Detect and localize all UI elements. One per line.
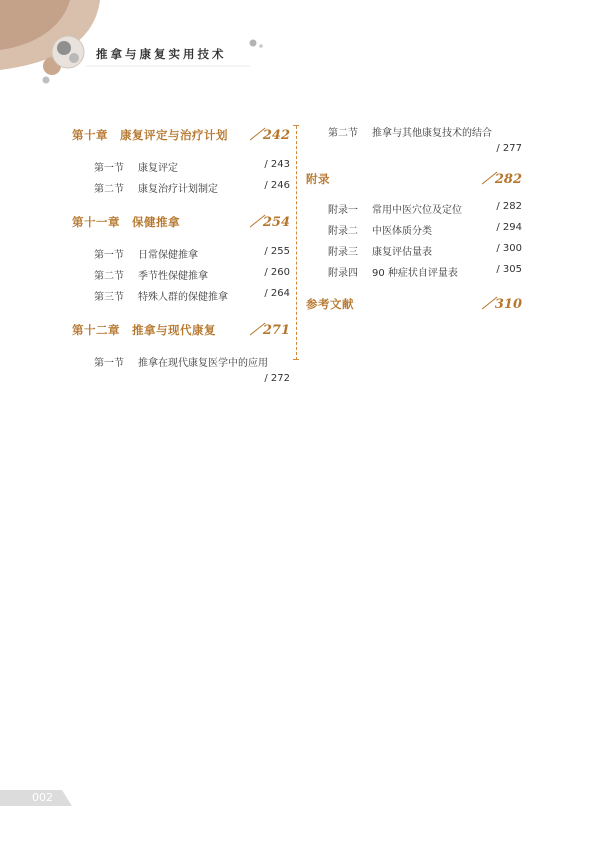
divider-cap-bottom [293, 359, 299, 360]
column-divider [296, 126, 297, 360]
divider-cap-top [293, 125, 299, 126]
toc-entry[interactable] [306, 222, 522, 237]
toc-entry[interactable] [72, 267, 290, 282]
toc-right-column [306, 124, 522, 312]
section-number: 附录三 [328, 247, 358, 258]
section-title: 推拿在现代康复医学中的应用 [138, 358, 268, 369]
chapter-heading[interactable] [72, 211, 290, 230]
toc-entry[interactable] [306, 243, 522, 258]
chapter-page: ／242 [249, 128, 290, 143]
section-page: / 294 [496, 222, 522, 233]
section-number: 第二节 [328, 128, 358, 139]
toc-entry[interactable] [306, 264, 522, 279]
section-page: / 260 [264, 267, 290, 278]
section-title: 日常保健推拿 [138, 250, 198, 261]
section-page: / 282 [496, 201, 522, 212]
section-title: 特殊人群的保健推拿 [138, 292, 228, 303]
chapter-11 [72, 211, 290, 303]
section-page: / 246 [264, 180, 290, 191]
chapter-title: 第十二章 推拿与现代康复 [72, 323, 216, 337]
toc-entry[interactable] [72, 180, 290, 195]
section-title: 康复评估量表 [372, 247, 432, 258]
toc-entry[interactable] [72, 246, 290, 261]
chapter-heading[interactable] [306, 293, 522, 312]
section-number: 第一节 [94, 163, 124, 174]
section-number: 第二节 [94, 184, 124, 195]
section-page: / 264 [264, 288, 290, 299]
chapter-title: 附录 [306, 172, 330, 186]
section-page: / 243 [264, 159, 290, 170]
toc-entry[interactable] [72, 288, 290, 303]
chapter-title: 第十章 康复评定与治疗计划 [72, 128, 228, 142]
section-title: 康复治疗计划制定 [138, 184, 218, 195]
chapter-title: 第十一章 保健推拿 [72, 215, 180, 229]
section-title: 康复评定 [138, 163, 178, 174]
section-page: / 272 [264, 373, 290, 384]
section-number: 附录二 [328, 226, 358, 237]
toc-entry[interactable] [306, 201, 522, 216]
section-number: 附录一 [328, 205, 358, 216]
chapter-12 [72, 319, 290, 384]
chapter-page: ／282 [481, 172, 522, 187]
toc-entry[interactable] [72, 354, 290, 384]
chapter-title: 参考文献 [306, 297, 354, 311]
chapter-page: ／254 [249, 215, 290, 230]
section-page: / 300 [496, 243, 522, 254]
toc-entry[interactable] [306, 124, 522, 154]
chapter-heading[interactable] [72, 124, 290, 143]
section-number: 第一节 [94, 250, 124, 261]
section-number: 第一节 [94, 358, 124, 369]
section-title: 季节性保健推拿 [138, 271, 208, 282]
page-number: 002 [32, 791, 53, 804]
section-title: 中医体质分类 [372, 226, 432, 237]
book-title: 推拿与康复实用技术 [96, 47, 227, 61]
section-number: 第二节 [94, 271, 124, 282]
chapter-page: ／271 [249, 323, 290, 338]
section-page: / 305 [496, 264, 522, 275]
toc-left-column [72, 124, 290, 384]
appendix [306, 168, 522, 279]
section-number: 附录四 [328, 268, 358, 279]
section-number: 第三节 [94, 292, 124, 303]
section-page: / 277 [496, 143, 522, 154]
chapter-10 [72, 124, 290, 195]
section-title: 90 种症状自评量表 [372, 268, 458, 279]
references [306, 293, 522, 312]
section-title: 推拿与其他康复技术的结合 [372, 128, 492, 139]
chapter-heading[interactable] [306, 168, 522, 187]
chapter-page: ／310 [481, 297, 522, 312]
toc-entry[interactable] [72, 159, 290, 174]
section-title: 常用中医穴位及定位 [372, 205, 462, 216]
chapter-heading[interactable] [72, 319, 290, 338]
section-page: / 255 [264, 246, 290, 257]
